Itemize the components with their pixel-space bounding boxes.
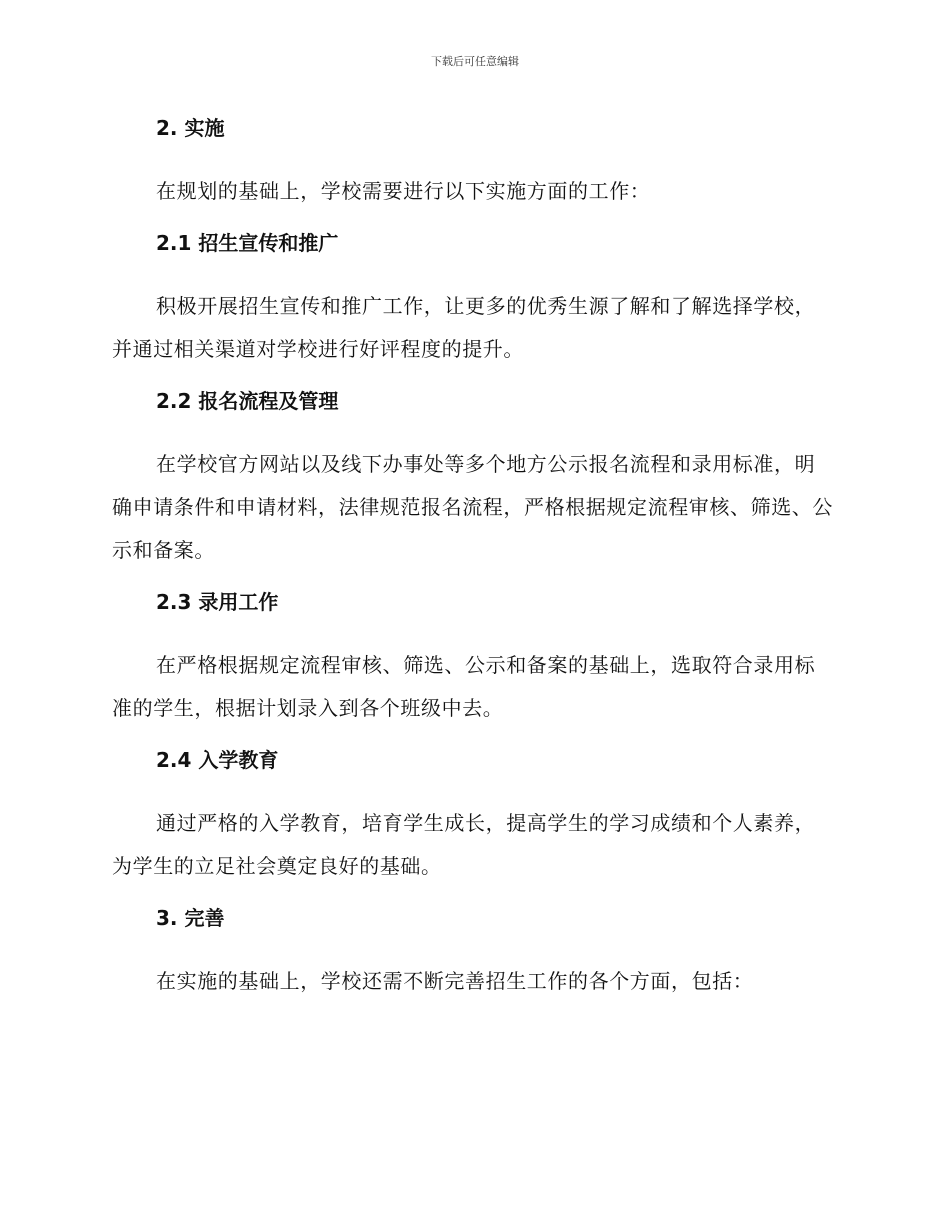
- section-heading-2-3: 2.3 录用工作: [156, 590, 279, 614]
- document-body: [112, 112, 834, 1003]
- section-heading-2-4: 2.4 入学教育: [156, 748, 279, 772]
- section-heading-2-1: 2.1 招生宣传和推广: [156, 231, 339, 255]
- page-header: 下载后可任意编辑: [431, 55, 519, 68]
- section-heading-3: 3. 完善: [156, 906, 225, 930]
- paragraph-3-intro: 在实施的基础上，学校还需不断完善招生工作的各个方面，包括：: [156, 969, 754, 993]
- paragraph-2-2: 在学校官方网站以及线下办事处等多个地方公示报名流程和录用标准，明确申请条件和申请材料，法律规范报名流程，严格根据规定流程审核、筛选、公示和备案。: [112, 452, 833, 562]
- paragraph-2-3: 在严格根据规定流程审核、筛选、公示和备案的基础上，选取符合录用标准的学生，根据计划录入到各个班级中去。: [112, 653, 816, 720]
- paragraph-2-1: 积极开展招生宣传和推广工作，让更多的优秀生源了解和了解选择学校，并通过相关渠道对学校进行好评程度的提升。: [112, 294, 816, 361]
- section-heading-2: 2. 实施: [156, 116, 225, 140]
- paragraph-2-intro: 在规划的基础上，学校需要进行以下实施方面的工作：: [156, 179, 651, 203]
- section-heading-2-2: 2.2 报名流程及管理: [156, 389, 339, 413]
- paragraph-2-4: 通过严格的入学教育，培育学生成长，提高学生的学习成绩和个人素养，为学生的立足社会奠定良好的基础。: [112, 811, 816, 878]
